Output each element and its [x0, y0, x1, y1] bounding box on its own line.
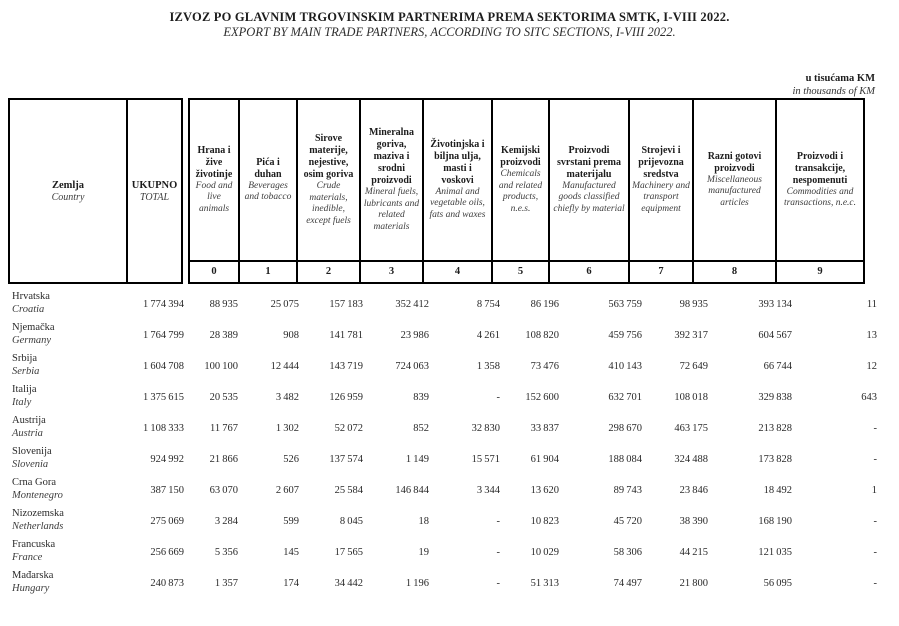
value-sitc-7: 38 390: [679, 516, 708, 527]
value-sitc-0: 5 356: [214, 547, 238, 558]
value-sitc-1: 908: [283, 330, 299, 341]
country-cell: [8, 352, 128, 383]
sitc-section-code: 9: [775, 260, 865, 284]
value-sitc-9: 11: [866, 299, 877, 310]
sitc-column-headers: [188, 98, 865, 284]
value-sitc-1: 174: [283, 578, 299, 589]
value-sitc-2: 52 072: [334, 423, 363, 434]
value-sitc-0: 1 357: [214, 578, 238, 589]
value-sitc-7: 98 935: [679, 299, 708, 310]
value-sitc-3: 724 063: [395, 361, 429, 372]
value-sitc-8: 66 744: [763, 361, 792, 372]
sitc-column-header: [628, 98, 694, 284]
country-cell: [8, 290, 128, 321]
sitc-section-code: 3: [359, 260, 424, 284]
table-body: [8, 290, 899, 600]
value-sitc-2: 8 045: [339, 516, 363, 527]
country-name-hr: Austrija: [12, 415, 46, 426]
value-sitc-0: 63 070: [209, 485, 238, 496]
sitc-column-title-en: Food and live animals: [195, 180, 233, 214]
table-row: [8, 321, 899, 352]
value-sitc-3: 23 986: [400, 330, 429, 341]
value-sitc-0: 100 100: [204, 361, 238, 372]
value-sitc-9: -: [873, 454, 877, 465]
value-sitc-6: 45 720: [613, 516, 642, 527]
sitc-column-label: [296, 98, 361, 262]
page-title: IZVOZ PO GLAVNIM TRGOVINSKIM PARTNERIMA PREMA SEKTORIMA SMTK, I-VIII 2022.: [169, 10, 730, 24]
value-sitc-4: -: [496, 547, 500, 558]
value-sitc-3: 1 196: [405, 578, 429, 589]
value-sitc-8: 213 828: [758, 423, 792, 434]
sitc-column-title-hr: Proizvodi svrstani prema materijalu: [557, 144, 621, 180]
value-sitc-6: 410 143: [608, 361, 642, 372]
country-cell: [8, 321, 128, 352]
table-row: [8, 352, 899, 383]
value-sitc-8: 168 190: [758, 516, 792, 527]
sitc-column-label: [692, 98, 777, 262]
value-sitc-5: 152 600: [525, 392, 559, 403]
value-sitc-6: 298 670: [608, 423, 642, 434]
sitc-column-title-en: Mineral fuels, lubricants and related materials: [363, 187, 420, 232]
value-sitc-6: 563 759: [608, 299, 642, 310]
value-sitc-4: -: [496, 516, 500, 527]
value-sitc-6: 459 756: [608, 330, 642, 341]
table-row: [8, 476, 899, 507]
total-column-header: [126, 98, 183, 284]
value-sitc-2: 17 565: [334, 547, 363, 558]
value-sitc-1: 145: [283, 547, 299, 558]
value-sitc-9: 13: [866, 330, 877, 341]
value-sitc-4: 1 358: [476, 361, 500, 372]
sitc-column-title-hr: Razni gotovi proizvodi: [707, 150, 762, 174]
value-sitc-4: 4 261: [476, 330, 500, 341]
table-row: [8, 383, 899, 414]
sitc-column-header: [296, 98, 361, 284]
unit-note: [0, 73, 875, 98]
sitc-section-code: 8: [692, 260, 777, 284]
value-sitc-3: 18: [418, 516, 429, 527]
value-sitc-0: 88 935: [209, 299, 238, 310]
value-sitc-1: 2 607: [275, 485, 299, 496]
sitc-column-title-hr: Životinjska i biljna ulja, masti i voskovi: [430, 138, 485, 186]
total-value: 924 992: [150, 454, 184, 465]
value-sitc-8: 173 828: [758, 454, 792, 465]
country-name-en: Netherlands: [12, 520, 64, 532]
total-value: 256 669: [150, 547, 184, 558]
value-sitc-5: 73 476: [530, 361, 559, 372]
country-name-hr: Nizozemska: [12, 508, 64, 519]
sitc-column-title-en: Machinery and transport equipment: [632, 180, 690, 214]
total-value: 240 873: [150, 578, 184, 589]
total-value: 1 108 333: [143, 423, 184, 434]
value-sitc-3: 839: [413, 392, 429, 403]
value-sitc-4: 3 344: [476, 485, 500, 496]
sitc-column-header: [359, 98, 424, 284]
value-sitc-5: 13 620: [530, 485, 559, 496]
value-sitc-6: 188 084: [608, 454, 642, 465]
value-sitc-6: 632 701: [608, 392, 642, 403]
sitc-column-label: [422, 98, 493, 262]
country-column-header: [8, 98, 128, 284]
sitc-column-header: [775, 98, 865, 284]
country-header-en: Country: [51, 191, 85, 203]
sitc-column-header: [692, 98, 777, 284]
value-sitc-1: 25 075: [270, 299, 299, 310]
country-name-en: Slovenia: [12, 458, 49, 470]
sitc-section-code: 1: [238, 260, 298, 284]
value-sitc-2: 157 183: [329, 299, 363, 310]
total-value: 275 069: [150, 516, 184, 527]
sitc-column-title-en: Manufactured goods classified chiefly by material: [553, 180, 625, 214]
value-sitc-5: 33 837: [530, 423, 559, 434]
value-sitc-6: 74 497: [613, 578, 642, 589]
value-sitc-3: 19: [418, 547, 429, 558]
sitc-column-title-hr: Proizvodi i transakcije, nespomenuti: [792, 150, 848, 186]
country-name-en: Hungary: [12, 582, 50, 594]
value-sitc-5: 86 196: [530, 299, 559, 310]
value-sitc-0: 3 284: [214, 516, 238, 527]
sitc-section-code: 6: [548, 260, 630, 284]
country-name-hr: Crna Gora: [12, 477, 57, 488]
value-sitc-9: -: [873, 516, 877, 527]
value-sitc-2: 126 959: [329, 392, 363, 403]
sitc-column-label: [188, 98, 240, 262]
sitc-column-label: [491, 98, 550, 262]
sitc-column-title-hr: Sirove materije, nejestive, osim goriva: [303, 133, 354, 180]
value-sitc-6: 89 743: [613, 485, 642, 496]
country-header-hr: Zemlja: [51, 179, 85, 191]
unit-note-hr: u tisućama KM: [805, 73, 875, 84]
value-sitc-5: 108 820: [525, 330, 559, 341]
total-value: 1 764 799: [143, 330, 184, 341]
value-sitc-7: 324 488: [674, 454, 708, 465]
value-sitc-3: 146 844: [395, 485, 429, 496]
value-sitc-1: 12 444: [270, 361, 299, 372]
country-name-en: Croatia: [12, 303, 45, 315]
value-sitc-9: 12: [866, 361, 877, 372]
sitc-column-title-en: Beverages and tobacco: [244, 180, 292, 202]
value-sitc-8: 56 095: [763, 578, 792, 589]
value-sitc-3: 852: [413, 423, 429, 434]
sitc-column-title-hr: Strojevi i prijevozna sredstva: [638, 144, 684, 180]
country-name-hr: Slovenija: [12, 446, 52, 457]
sitc-section-code: 0: [188, 260, 240, 284]
value-sitc-7: 72 649: [679, 361, 708, 372]
total-value: 1 604 708: [143, 361, 184, 372]
value-sitc-7: 23 846: [679, 485, 708, 496]
table-row: [8, 414, 899, 445]
sitc-section-code: 5: [491, 260, 550, 284]
value-sitc-4: -: [496, 578, 500, 589]
sitc-column-label: [628, 98, 694, 262]
value-sitc-7: 463 175: [674, 423, 708, 434]
sitc-column-title-en: Chemicals and related products, n.e.s.: [498, 169, 543, 214]
value-sitc-4: 8 754: [476, 299, 500, 310]
sitc-column-title-en: Commodities and transactions, n.e.c.: [783, 186, 857, 208]
country-cell: [8, 507, 128, 538]
value-sitc-6: 58 306: [613, 547, 642, 558]
sitc-column-title-hr: Hrana i žive životinje: [195, 144, 233, 180]
value-sitc-0: 21 866: [209, 454, 238, 465]
value-sitc-8: 604 567: [758, 330, 792, 341]
sitc-column-title-hr: Mineralna goriva, maziva i srodni proizvodi: [369, 127, 414, 186]
unit-note-en: in thousands of KM: [792, 86, 875, 97]
sitc-column-header: [548, 98, 630, 284]
sitc-column-title-en: Miscellaneous manufactured articles: [707, 174, 762, 208]
sitc-column-title-en: Animal and vegetable oils, fats and waxes: [429, 186, 486, 220]
country-name-hr: Italija: [12, 384, 37, 395]
table-row: [8, 445, 899, 476]
sitc-column-label: [548, 98, 630, 262]
value-sitc-1: 1 302: [275, 423, 299, 434]
value-sitc-8: 18 492: [763, 485, 792, 496]
value-sitc-4: -: [496, 392, 500, 403]
value-sitc-8: 329 838: [758, 392, 792, 403]
value-sitc-2: 34 442: [334, 578, 363, 589]
value-sitc-1: 3 482: [275, 392, 299, 403]
value-sitc-3: 352 412: [395, 299, 429, 310]
value-sitc-0: 28 389: [209, 330, 238, 341]
sitc-column-title-en: Crude materials, inedible, except fuels: [306, 181, 351, 226]
value-sitc-9: -: [873, 423, 877, 434]
country-name-en: France: [12, 551, 43, 563]
country-name-hr: Njemačka: [12, 322, 55, 333]
sitc-column-header: [188, 98, 240, 284]
table-row: [8, 538, 899, 569]
country-cell: [8, 445, 128, 476]
country-name-hr: Srbija: [12, 353, 38, 364]
value-sitc-9: -: [873, 578, 877, 589]
country-name-hr: Francuska: [12, 539, 56, 550]
country-cell: [8, 383, 128, 414]
sitc-column-header: [422, 98, 493, 284]
value-sitc-3: 1 149: [405, 454, 429, 465]
value-sitc-5: 10 823: [530, 516, 559, 527]
value-sitc-7: 21 800: [679, 578, 708, 589]
sitc-section-code: 2: [296, 260, 361, 284]
value-sitc-4: 15 571: [471, 454, 500, 465]
sitc-column-label: [359, 98, 424, 262]
table-row: [8, 290, 899, 321]
value-sitc-1: 526: [283, 454, 299, 465]
total-value: 387 150: [150, 485, 184, 496]
country-name-en: Austria: [12, 427, 43, 439]
value-sitc-0: 11 767: [210, 423, 238, 434]
country-cell: [8, 476, 128, 507]
total-header-hr: UKUPNO: [131, 179, 178, 191]
country-name-en: Germany: [12, 334, 52, 346]
value-sitc-9: 1: [871, 485, 877, 496]
value-sitc-5: 51 313: [530, 578, 559, 589]
value-sitc-4: 32 830: [471, 423, 500, 434]
sitc-section-code: 7: [628, 260, 694, 284]
value-sitc-2: 137 574: [329, 454, 363, 465]
value-sitc-9: 643: [861, 392, 877, 403]
sitc-section-code: 4: [422, 260, 493, 284]
value-sitc-8: 121 035: [758, 547, 792, 558]
country-cell: [8, 569, 128, 600]
total-value: 1 375 615: [143, 392, 184, 403]
table-row: [8, 569, 899, 600]
value-sitc-7: 44 215: [679, 547, 708, 558]
country-name-en: Montenegro: [12, 489, 63, 501]
sitc-column-title-hr: Kemijski proizvodi: [500, 145, 541, 168]
country-name-hr: Hrvatska: [12, 291, 50, 302]
table-row: [8, 507, 899, 538]
value-sitc-5: 61 904: [530, 454, 559, 465]
sitc-column-header: [238, 98, 298, 284]
value-sitc-8: 393 134: [758, 299, 792, 310]
total-value: 1 774 394: [143, 299, 184, 310]
value-sitc-5: 10 029: [530, 547, 559, 558]
sitc-column-header: [491, 98, 550, 284]
value-sitc-2: 25 584: [334, 485, 363, 496]
country-name-en: Italy: [12, 396, 32, 408]
page-subtitle: EXPORT BY MAIN TRADE PARTNERS, ACCORDING TO SITC SECTIONS, I-VIII 2022.: [223, 25, 676, 39]
country-name-en: Serbia: [12, 365, 40, 377]
value-sitc-7: 108 018: [674, 392, 708, 403]
sitc-column-label: [775, 98, 865, 262]
value-sitc-1: 599: [283, 516, 299, 527]
value-sitc-7: 392 317: [674, 330, 708, 341]
value-sitc-0: 20 535: [209, 392, 238, 403]
sitc-column-label: [238, 98, 298, 262]
country-name-hr: Mađarska: [12, 570, 54, 581]
value-sitc-2: 143 719: [329, 361, 363, 372]
country-cell: [8, 414, 128, 445]
sitc-column-title-hr: Pića i duhan: [254, 156, 282, 180]
country-cell: [8, 538, 128, 569]
value-sitc-2: 141 781: [329, 330, 363, 341]
table-header: [8, 98, 899, 284]
total-header-en: TOTAL: [139, 191, 170, 203]
value-sitc-9: -: [873, 547, 877, 558]
